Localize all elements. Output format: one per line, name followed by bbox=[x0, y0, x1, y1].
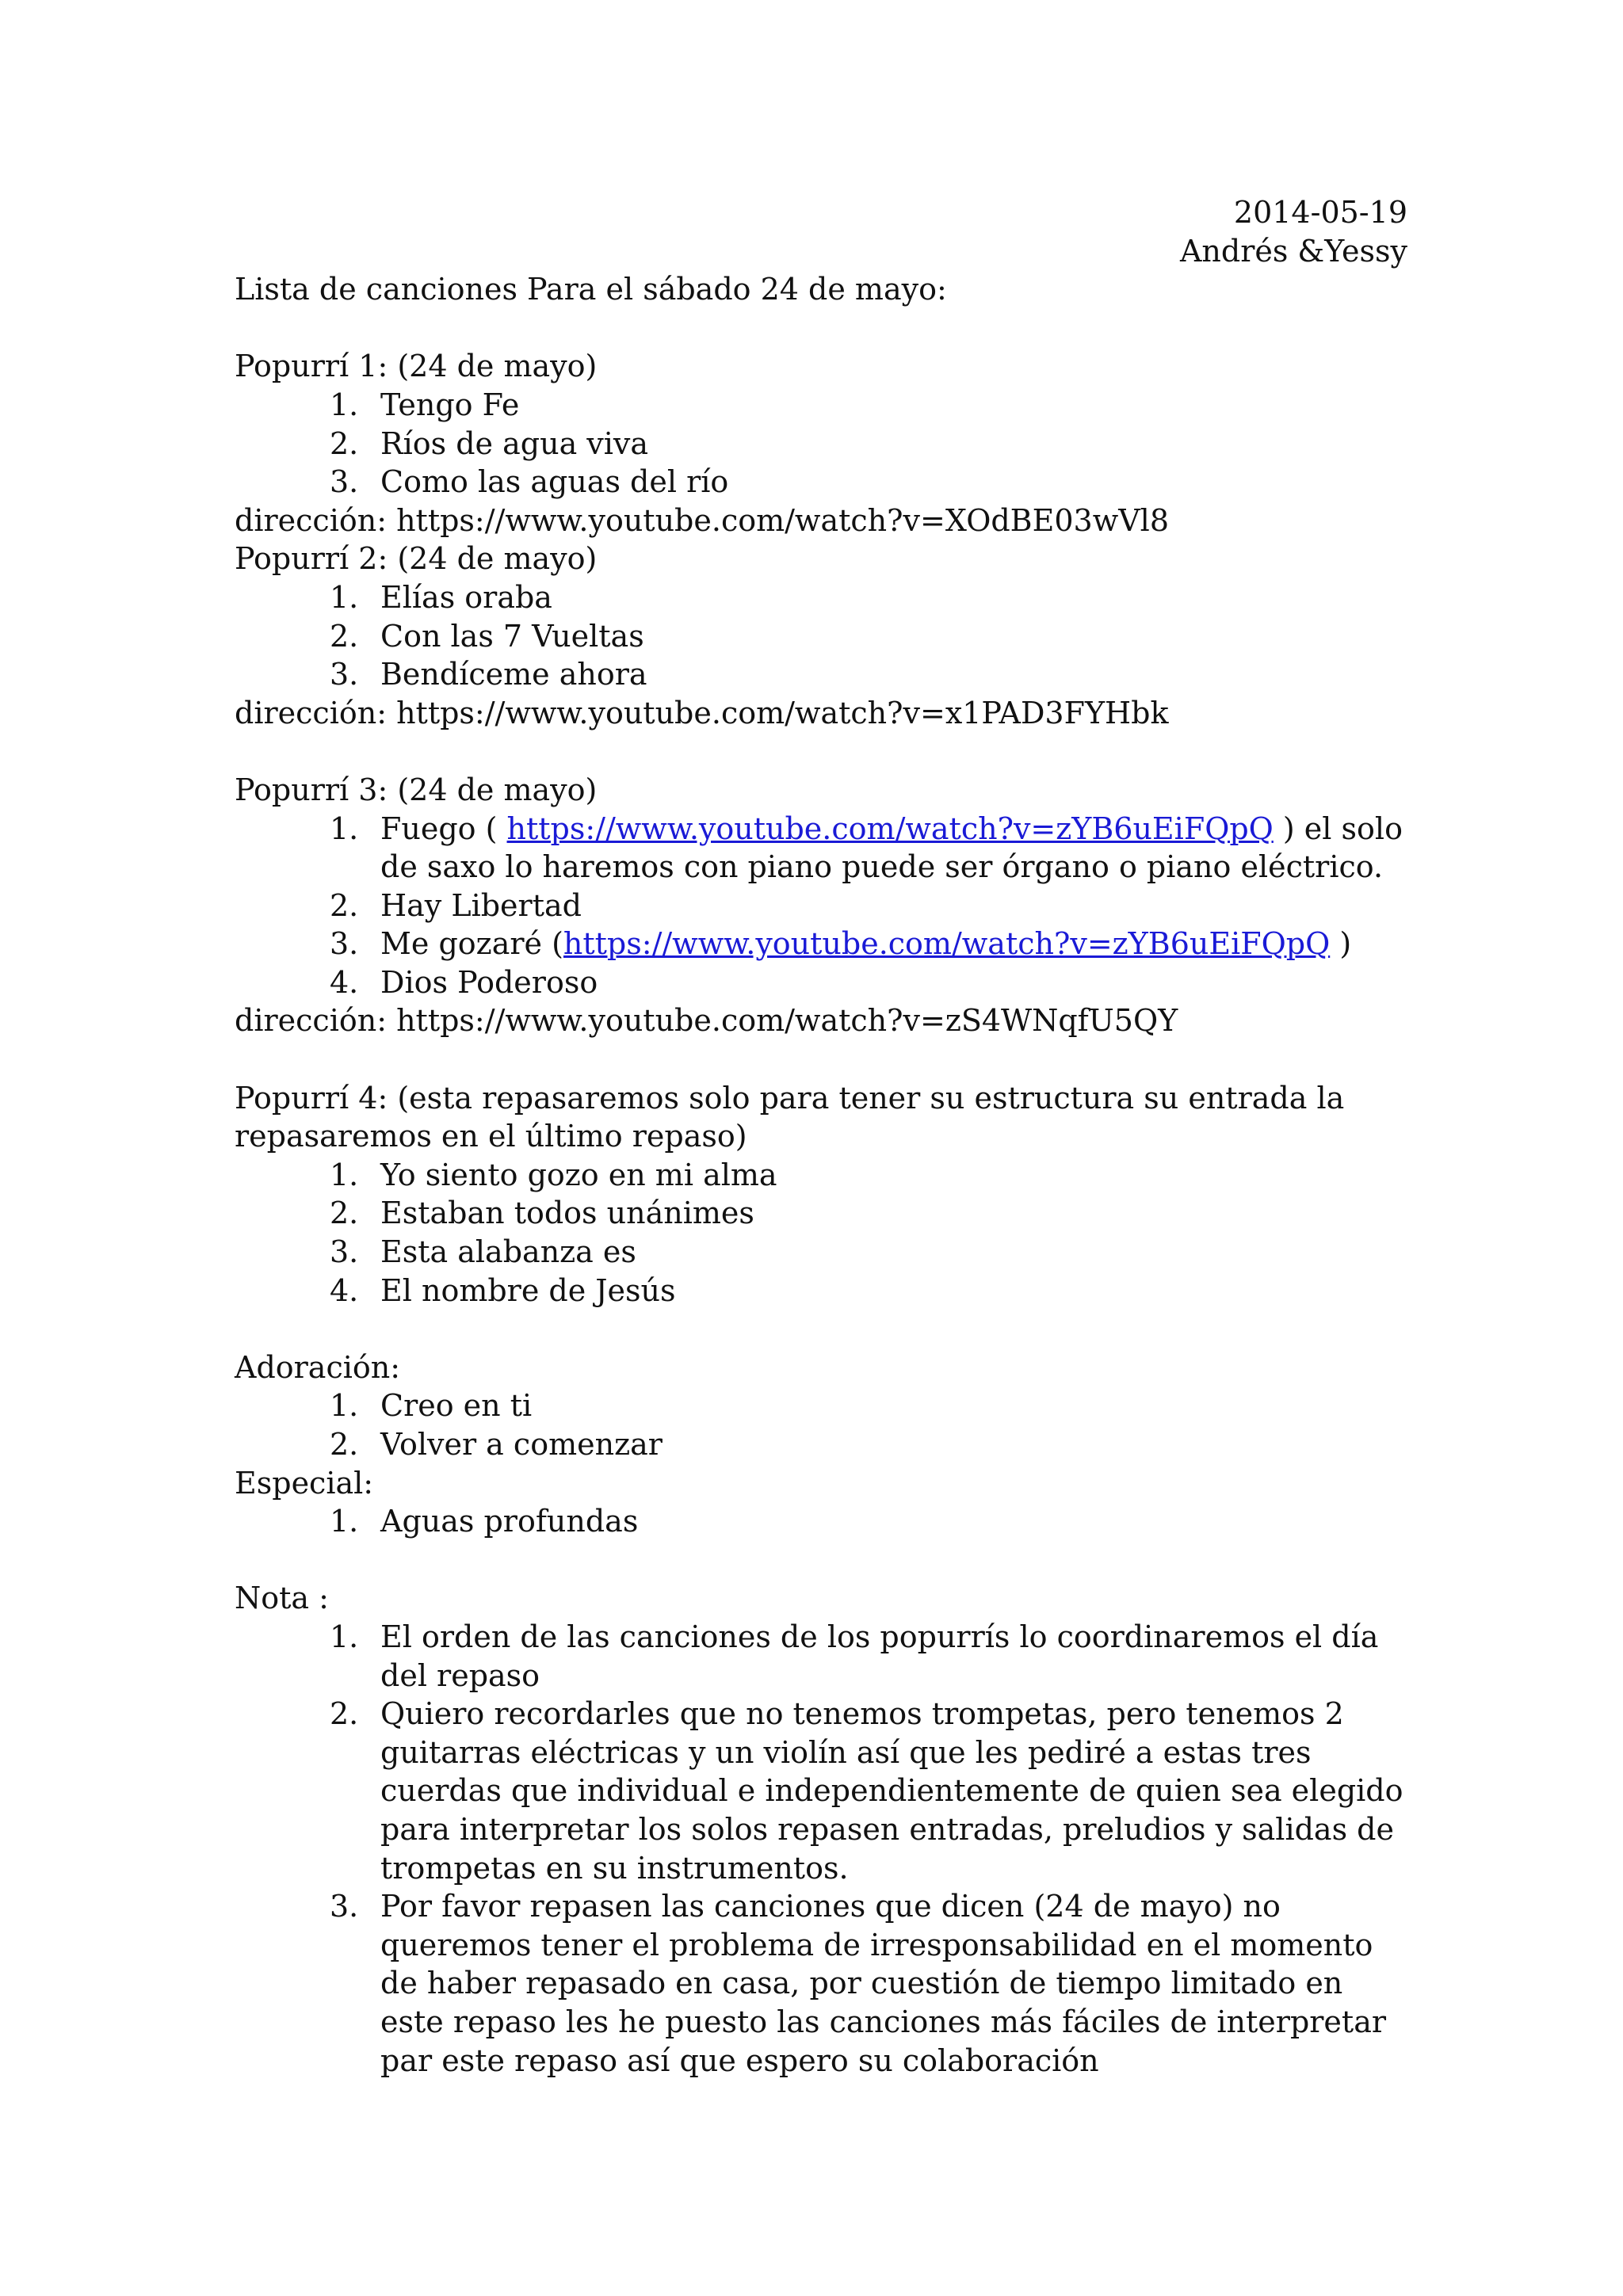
popurri-4-heading: Popurrí 4: (esta repasaremos solo para tener su estructura su entrada la repasaremos en el último repaso) bbox=[235, 1080, 1345, 1154]
list-item: 2. Con las 7 Vueltas bbox=[330, 618, 644, 654]
nota-heading: Nota : bbox=[235, 1581, 329, 1616]
list-item: 4. Dios Poderoso bbox=[330, 964, 598, 1000]
list-item: 1. Tengo Fe bbox=[330, 387, 520, 422]
list-item: 3. Esta alabanza es bbox=[330, 1234, 636, 1270]
popurri-4-list bbox=[235, 1156, 1407, 1310]
list-item: 3. Como las aguas del río bbox=[330, 464, 729, 500]
popurri-2-list bbox=[235, 578, 1407, 694]
spacer bbox=[235, 732, 1407, 771]
list-item: 3. Me gozaré (https://www.youtube.com/watch?v=zYB6uEiFQpQ ) bbox=[330, 926, 1352, 962]
spacer bbox=[235, 1310, 1407, 1348]
list-item: 3. Bendíceme ahora bbox=[330, 657, 647, 692]
document-title: Lista de canciones Para el sábado 24 de mayo: bbox=[235, 272, 947, 307]
list-item: 1. Creo en ti bbox=[330, 1388, 533, 1424]
spacer bbox=[235, 1040, 1407, 1079]
popurri-1-direccion: dirección: https://www.youtube.com/watch?v=XOdBE03wVl8 bbox=[235, 502, 1170, 538]
list-item: 1. Elías oraba bbox=[330, 579, 552, 615]
spacer bbox=[235, 1541, 1407, 1580]
document-date: 2014-05-19 bbox=[1233, 195, 1407, 230]
document-authors: Andrés &Yessy bbox=[1179, 233, 1407, 269]
youtube-link[interactable]: https://www.youtube.com/watch?v=zYB6uEiFQpQ bbox=[506, 810, 1274, 846]
list-item: 2. Hay Libertad bbox=[330, 887, 582, 923]
popurri-2-heading: Popurrí 2: (24 de mayo) bbox=[235, 541, 598, 577]
youtube-link[interactable]: https://www.youtube.com/watch?v=zYB6uEiFQpQ bbox=[563, 926, 1331, 962]
popurri-3-list bbox=[235, 810, 1407, 1002]
especial-list bbox=[235, 1502, 1407, 1541]
list-item: 1. Fuego ( https://www.youtube.com/watch?v=zYB6uEiFQpQ ) el solo de saxo lo haremos con piano puede ser órgano o piano eléctrico. bbox=[330, 810, 1403, 885]
list-item: 1. Aguas profundas bbox=[330, 1504, 639, 1539]
especial-heading: Especial: bbox=[235, 1465, 374, 1501]
list-item: 4. El nombre de Jesús bbox=[330, 1272, 676, 1308]
list-item: 1. Yo siento gozo en mi alma bbox=[330, 1157, 777, 1192]
list-item: 2. Quiero recordarles que no tenemos trompetas, pero tenemos 2 guitarras eléctricas y un violín así que les pediré a estas tres cuerdas que individual e independientemente de quien sea elegido para interpretar los solos repasen entradas, preludios y salidas de trompetas en su instrumentos. bbox=[330, 1696, 1403, 1886]
spacer bbox=[235, 309, 1407, 348]
list-item: 2. Estaban todos unánimes bbox=[330, 1196, 754, 1231]
popurri-2-direccion: dirección: https://www.youtube.com/watch?v=x1PAD3FYHbk bbox=[235, 695, 1169, 730]
popurri-3-heading: Popurrí 3: (24 de mayo) bbox=[235, 772, 598, 807]
adoracion-heading: Adoración: bbox=[235, 1349, 401, 1385]
popurri-1-list bbox=[235, 386, 1407, 502]
list-item: 2. Ríos de agua viva bbox=[330, 425, 649, 461]
list-item: 3. Por favor repasen las canciones que dicen (24 de mayo) no queremos tener el problema de irresponsabilidad en el momento de haber repasado en casa, por cuestión de tiempo limitado en este repaso les he puesto las canciones más fáciles de interpretar par este repaso así que espero su colaboración bbox=[330, 1889, 1387, 2078]
list-item: 1. El orden de las canciones de los popurrís lo coordinaremos el día del repaso bbox=[330, 1619, 1379, 1693]
popurri-3-direccion: dirección: https://www.youtube.com/watch?v=zS4WNqfU5QY bbox=[235, 1003, 1178, 1039]
popurri-1-heading: Popurrí 1: (24 de mayo) bbox=[235, 349, 598, 384]
document-page bbox=[235, 193, 1407, 2080]
list-item: 2. Volver a comenzar bbox=[330, 1427, 663, 1462]
nota-list bbox=[235, 1618, 1407, 2080]
adoracion-list bbox=[235, 1386, 1407, 1463]
